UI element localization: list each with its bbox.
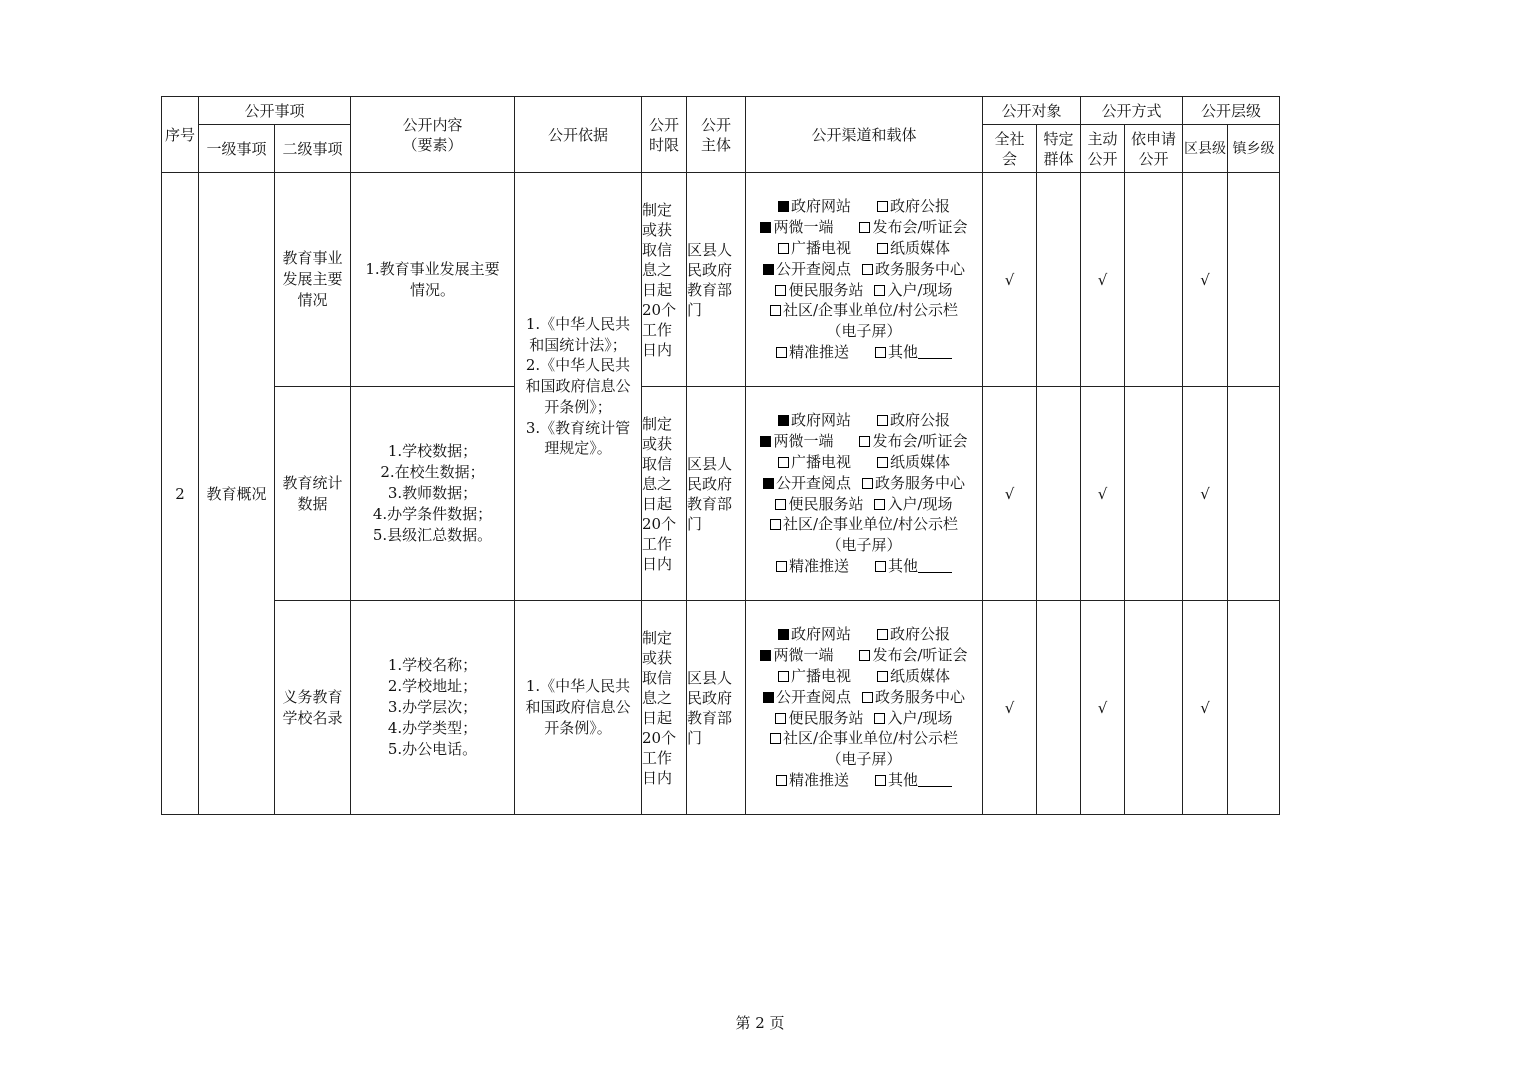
channel-line bbox=[746, 666, 982, 687]
header-county: 区县级 bbox=[1183, 125, 1228, 173]
unchecked-box-icon bbox=[775, 713, 786, 724]
header-active: 主动 公开 bbox=[1081, 125, 1125, 173]
channel-line bbox=[746, 708, 982, 729]
table-row bbox=[162, 387, 1280, 601]
channel-line bbox=[746, 770, 982, 791]
channel-line bbox=[746, 259, 982, 280]
channel-label: 精准推送 bbox=[788, 556, 849, 575]
channel-label: 入户/现场 bbox=[887, 708, 953, 727]
channel-label: 社区/企事业单位/村公示栏 bbox=[782, 515, 959, 534]
unchecked-box-icon bbox=[862, 264, 873, 275]
blank-line bbox=[918, 558, 952, 573]
unchecked-box-icon bbox=[877, 243, 888, 254]
unchecked-box-icon bbox=[859, 436, 870, 447]
header-level2: 二级事项 bbox=[275, 125, 351, 173]
basis-cell: 1.《中华人民共 和国政府信息公 开条例》。 bbox=[515, 601, 642, 815]
channel-label: 便民服务站 bbox=[788, 494, 864, 513]
header-target: 公开对象 bbox=[983, 97, 1081, 125]
channel-line bbox=[746, 321, 982, 342]
channel-line bbox=[746, 473, 982, 494]
channel-line bbox=[746, 342, 982, 363]
content-cell: 1.学校名称； 2.学校地址； 3.办学层次； 4.办学类型； 5.办公电话。 bbox=[351, 601, 515, 815]
unchecked-box-icon bbox=[776, 561, 787, 572]
unchecked-box-icon bbox=[874, 499, 885, 510]
channel-label: 政府公报 bbox=[890, 411, 951, 430]
channel-label: 公开查阅点 bbox=[775, 259, 851, 278]
channel-label: 精准推送 bbox=[788, 770, 849, 789]
content-cell: 1.教育事业发展主要 情况。 bbox=[351, 173, 515, 387]
channel-label: 政府公报 bbox=[890, 197, 951, 216]
channel-label: 其他 bbox=[888, 556, 919, 575]
checked-box-icon bbox=[760, 650, 771, 661]
channel-label: 便民服务站 bbox=[788, 708, 864, 727]
check-whole-society: √ bbox=[983, 387, 1037, 601]
check-active: √ bbox=[1081, 173, 1125, 387]
check-county: √ bbox=[1183, 601, 1228, 815]
unchecked-box-icon bbox=[778, 243, 789, 254]
header-subject: 公开 主体 bbox=[687, 97, 746, 173]
page-number: 第 2 页 bbox=[735, 1014, 785, 1032]
checked-box-icon bbox=[778, 629, 789, 640]
checked-box-icon bbox=[778, 201, 789, 212]
disclosure-table bbox=[161, 96, 1280, 815]
channel-label: 政务服务中心 bbox=[875, 259, 966, 278]
channel-line bbox=[746, 217, 982, 238]
level2-cell: 教育事业 发展主要 情况 bbox=[275, 173, 351, 387]
channel-label: 政府网站 bbox=[790, 625, 851, 644]
header-level: 公开层级 bbox=[1183, 97, 1280, 125]
header-on-request: 依申请 公开 bbox=[1125, 125, 1183, 173]
blank-line bbox=[918, 344, 952, 359]
check-town bbox=[1228, 387, 1280, 601]
level2-cell: 教育统计 数据 bbox=[275, 387, 351, 601]
channel-label: 纸质媒体 bbox=[890, 238, 951, 257]
time-limit-cell: 制定 或获 取信 息之 日起 20个 工作 日内 bbox=[642, 601, 687, 815]
channel-label: 其他 bbox=[888, 770, 919, 789]
channel-line bbox=[746, 300, 982, 321]
basis-cell: 1.《中华人民共 和国统计法》； 2.《中华人民共 和国政府信息公 开条例》； 3.《教育统计管 理规定》。 bbox=[515, 173, 642, 601]
level2-cell: 义务教育 学校名录 bbox=[275, 601, 351, 815]
unchecked-box-icon bbox=[778, 457, 789, 468]
header-matter: 公开事项 bbox=[199, 97, 351, 125]
channel-label: 入户/现场 bbox=[887, 280, 953, 299]
unchecked-box-icon bbox=[775, 499, 786, 510]
channel-label: 广播电视 bbox=[790, 452, 851, 471]
subject-cell: 区县人 民政府 教育部 门 bbox=[687, 601, 746, 815]
unchecked-box-icon bbox=[875, 561, 886, 572]
check-town bbox=[1228, 173, 1280, 387]
channel-label: 公开查阅点 bbox=[775, 687, 851, 706]
unchecked-box-icon bbox=[874, 713, 885, 724]
channel-label: 发布会/听证会 bbox=[872, 646, 968, 665]
header-whole-society: 全社 会 bbox=[983, 125, 1037, 173]
channel-line bbox=[746, 410, 982, 431]
channel-label: 两微一端 bbox=[773, 646, 834, 665]
channel-line bbox=[746, 196, 982, 217]
checked-box-icon bbox=[763, 264, 774, 275]
checked-box-icon bbox=[763, 692, 774, 703]
check-county: √ bbox=[1183, 173, 1228, 387]
channel-label: 社区/企事业单位/村公示栏 bbox=[782, 301, 959, 320]
check-active: √ bbox=[1081, 387, 1125, 601]
check-on-request bbox=[1125, 173, 1183, 387]
channel-label: （电子屏） bbox=[826, 750, 902, 769]
channel-label: 其他 bbox=[888, 342, 919, 361]
channel-label: 政府公报 bbox=[890, 625, 951, 644]
channel-line bbox=[746, 556, 982, 577]
check-specific-group bbox=[1037, 601, 1081, 815]
channel-label: （电子屏） bbox=[826, 322, 902, 341]
seq-cell: 2 bbox=[162, 173, 199, 815]
unchecked-box-icon bbox=[877, 671, 888, 682]
channel-label: 政府网站 bbox=[790, 411, 851, 430]
subject-cell: 区县人 民政府 教育部 门 bbox=[687, 387, 746, 601]
channel-label: 两微一端 bbox=[773, 218, 834, 237]
check-specific-group bbox=[1037, 173, 1081, 387]
header-town: 镇乡级 bbox=[1228, 125, 1280, 173]
check-on-request bbox=[1125, 601, 1183, 815]
checked-box-icon bbox=[778, 415, 789, 426]
channel-label: 政府网站 bbox=[790, 197, 851, 216]
check-on-request bbox=[1125, 387, 1183, 601]
header-channel: 公开渠道和载体 bbox=[746, 97, 983, 173]
channel-label: （电子屏） bbox=[826, 536, 902, 555]
channel-list bbox=[746, 387, 983, 601]
check-specific-group bbox=[1037, 387, 1081, 601]
channel-line bbox=[746, 280, 982, 301]
unchecked-box-icon bbox=[862, 478, 873, 489]
check-whole-society: √ bbox=[983, 173, 1037, 387]
header-time-limit: 公开 时限 bbox=[642, 97, 687, 173]
header-content: 公开内容 （要素） bbox=[351, 97, 515, 173]
channel-line bbox=[746, 749, 982, 770]
unchecked-box-icon bbox=[877, 457, 888, 468]
channel-line bbox=[746, 431, 982, 452]
channel-line bbox=[746, 535, 982, 556]
channel-label: 公开查阅点 bbox=[775, 473, 851, 492]
unchecked-box-icon bbox=[775, 285, 786, 296]
unchecked-box-icon bbox=[862, 692, 873, 703]
unchecked-box-icon bbox=[770, 305, 781, 316]
unchecked-box-icon bbox=[776, 775, 787, 786]
blank-line bbox=[918, 772, 952, 787]
channel-line bbox=[746, 238, 982, 259]
channel-list bbox=[746, 601, 983, 815]
unchecked-box-icon bbox=[875, 347, 886, 358]
check-whole-society: √ bbox=[983, 601, 1037, 815]
channel-line bbox=[746, 728, 982, 749]
checked-box-icon bbox=[760, 222, 771, 233]
check-town bbox=[1228, 601, 1280, 815]
channel-label: 入户/现场 bbox=[887, 494, 953, 513]
checked-box-icon bbox=[760, 436, 771, 447]
channel-label: 发布会/听证会 bbox=[872, 218, 968, 237]
table-row bbox=[162, 601, 1280, 815]
unchecked-box-icon bbox=[778, 671, 789, 682]
unchecked-box-icon bbox=[877, 201, 888, 212]
subject-cell: 区县人 民政府 教育部 门 bbox=[687, 173, 746, 387]
table-row bbox=[162, 173, 1280, 387]
channel-line bbox=[746, 624, 982, 645]
unchecked-box-icon bbox=[770, 519, 781, 530]
unchecked-box-icon bbox=[877, 629, 888, 640]
header-method: 公开方式 bbox=[1081, 97, 1183, 125]
channel-line bbox=[746, 687, 982, 708]
channel-label: 广播电视 bbox=[790, 238, 851, 257]
channel-label: 发布会/听证会 bbox=[872, 432, 968, 451]
header-basis: 公开依据 bbox=[515, 97, 642, 173]
header-specific-group: 特定 群体 bbox=[1037, 125, 1081, 173]
time-limit-cell: 制定 或获 取信 息之 日起 20个 工作 日内 bbox=[642, 387, 687, 601]
header-seq: 序号 bbox=[162, 97, 199, 173]
channel-line bbox=[746, 452, 982, 473]
unchecked-box-icon bbox=[875, 775, 886, 786]
channel-line bbox=[746, 514, 982, 535]
checked-box-icon bbox=[763, 478, 774, 489]
channel-label: 精准推送 bbox=[788, 342, 849, 361]
channel-line bbox=[746, 494, 982, 515]
level1-cell: 教育概况 bbox=[199, 173, 275, 815]
header-level1: 一级事项 bbox=[199, 125, 275, 173]
channel-label: 政务服务中心 bbox=[875, 473, 966, 492]
unchecked-box-icon bbox=[859, 650, 870, 661]
check-active: √ bbox=[1081, 601, 1125, 815]
channel-label: 社区/企事业单位/村公示栏 bbox=[782, 729, 959, 748]
channel-list bbox=[746, 173, 983, 387]
channel-label: 两微一端 bbox=[773, 432, 834, 451]
channel-label: 广播电视 bbox=[790, 666, 851, 685]
unchecked-box-icon bbox=[770, 733, 781, 744]
unchecked-box-icon bbox=[859, 222, 870, 233]
channel-label: 政务服务中心 bbox=[875, 687, 966, 706]
content-cell: 1.学校数据； 2.在校生数据； 3.教师数据； 4.办学条件数据； 5.县级汇总数据。 bbox=[351, 387, 515, 601]
check-county: √ bbox=[1183, 387, 1228, 601]
channel-label: 纸质媒体 bbox=[890, 666, 951, 685]
unchecked-box-icon bbox=[874, 285, 885, 296]
unchecked-box-icon bbox=[877, 415, 888, 426]
time-limit-cell: 制定 或获 取信 息之 日起 20个 工作 日内 bbox=[642, 173, 687, 387]
channel-line bbox=[746, 645, 982, 666]
channel-label: 纸质媒体 bbox=[890, 452, 951, 471]
unchecked-box-icon bbox=[776, 347, 787, 358]
channel-label: 便民服务站 bbox=[788, 280, 864, 299]
